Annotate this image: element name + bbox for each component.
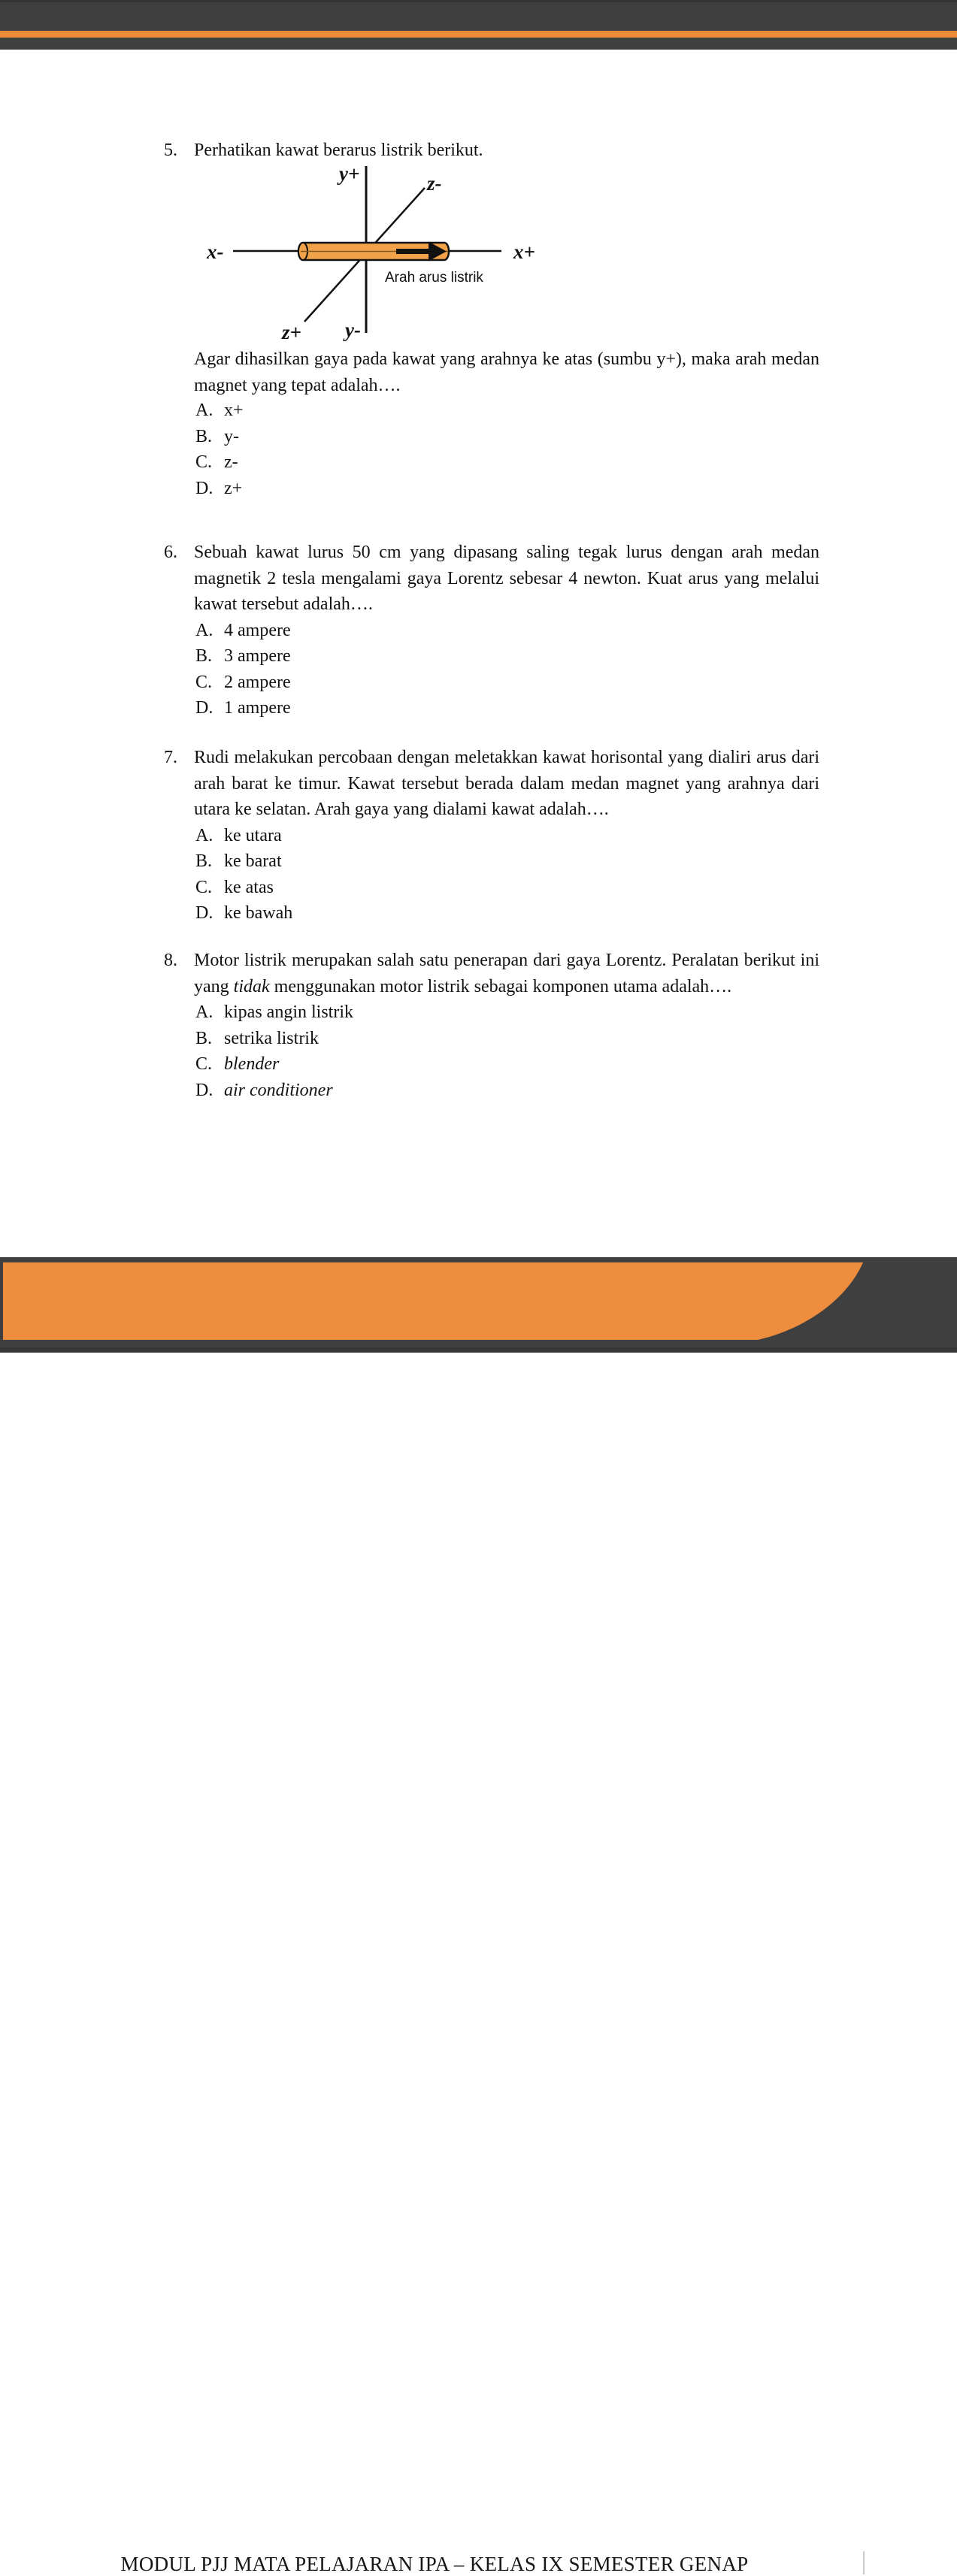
question-7 — [164, 745, 822, 927]
page-number: 34 — [870, 2551, 890, 2574]
question-8-text: Motor listrik merupakan salah satu penerapan dari gaya Lorentz. Peralatan berikut ini yang tidak menggunakan motor listrik sebagai komponen utama adalah…. — [194, 951, 819, 996]
option-6a: A. 4 ampere — [195, 620, 291, 640]
option-7c: C. ke atas — [195, 877, 274, 897]
question-6-number: 6. — [164, 543, 177, 562]
question-7-text: Rudi melakukan percobaan dengan meletakkan kawat horisontal yang dialiri arus dari arah barat ke timur. Kawat tersebut berada dalam medan magnet yang arahnya dari utara ke selatan. Arah gaya yang dialami kawat adalah…. — [194, 748, 819, 819]
axis-label-y-minus: y- — [345, 319, 361, 341]
option-5d: D. z+ — [195, 478, 243, 498]
option-5c: C. z- — [195, 452, 238, 472]
option-8d: D. air conditioner — [195, 1080, 333, 1100]
axis-label-z-plus: z+ — [282, 321, 301, 343]
footer-banner — [0, 1257, 957, 1353]
question-6-options — [195, 618, 822, 721]
option-8b: B. setrika listrik — [195, 1028, 319, 1048]
question-5-intro: Perhatikan kawat berarus listrik berikut. — [194, 141, 483, 160]
option-7d: D. ke bawah — [195, 903, 293, 923]
question-5-text: Agar dihasilkan gaya pada kawat yang arahnya ke atas (sumbu y+), maka arah medan magnet yang tepat adalah…. — [194, 349, 819, 395]
page-number-divider — [863, 2551, 865, 2574]
wire-axes-diagram — [180, 147, 541, 346]
option-5b: B. y- — [195, 426, 239, 446]
current-direction-caption: Arah arus listrik — [385, 270, 483, 286]
axis-label-z-minus: z- — [427, 172, 442, 195]
option-5a: A. x+ — [195, 401, 244, 420]
question-6-text: Sebuah kawat lurus 50 cm yang dipasang saling tegak lurus dengan arah medan magnetik 2 tesla mengalami gaya Lorentz sebesar 4 newton. Kuat arus yang melalui kawat tersebut adalah…. — [194, 543, 819, 614]
header-band — [0, 0, 957, 50]
option-8c: C. blender — [195, 1054, 280, 1074]
option-6b: B. 3 ampere — [195, 646, 291, 666]
footer-bottom-strip — [0, 1347, 957, 1353]
option-7a: A. ke utara — [195, 825, 282, 845]
question-7-options — [195, 823, 822, 927]
italic-word-tidak: tidak — [233, 976, 270, 996]
footer-title: MODUL PJJ MATA PELAJARAN IPA – KELAS IX SEMESTER GENAP — [120, 2553, 749, 2575]
question-7-number: 7. — [164, 748, 177, 767]
header-accent-stripe — [0, 31, 957, 38]
option-7b: B. ke barat — [195, 851, 282, 871]
option-8a: A. kipas angin listrik — [195, 1002, 353, 1022]
footer — [0, 1257, 957, 2575]
question-5-options — [195, 398, 244, 501]
footer-orange-swoosh — [3, 1262, 863, 1340]
question-6 — [164, 540, 822, 721]
axis-label-x-plus: x+ — [513, 240, 535, 263]
question-8-number: 8. — [164, 951, 177, 970]
axis-label-x-minus: x- — [207, 240, 224, 263]
question-5-number: 5. — [164, 141, 177, 160]
axis-label-y-plus: y+ — [339, 162, 360, 185]
question-8 — [164, 948, 822, 1103]
question-8-options — [195, 999, 822, 1103]
option-6d: D. 1 ampere — [195, 698, 291, 718]
option-6c: C. 2 ampere — [195, 672, 291, 692]
